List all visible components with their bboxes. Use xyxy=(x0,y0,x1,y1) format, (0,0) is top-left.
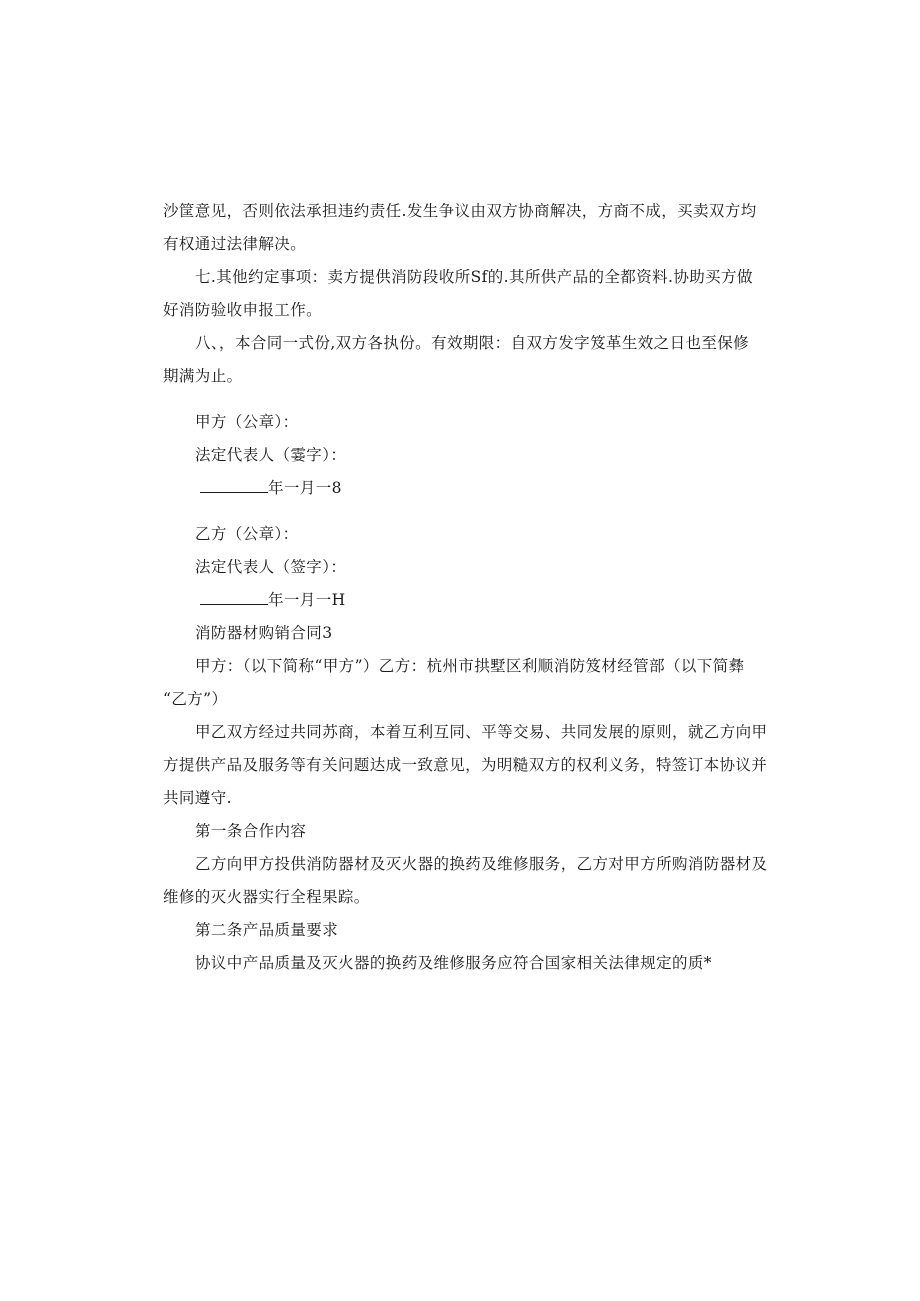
paragraph-line: 好消防验收申报工作。 xyxy=(163,301,323,319)
party-a-representative-label: 法定代表人（霎字）： xyxy=(195,446,347,464)
paragraph-line: 沙筐意见，否则依法承担违约责任.发生争议由双方协商解决，方商不成，买卖双方均 xyxy=(163,202,757,220)
party-a-seal-label: 甲方（公章）： xyxy=(195,413,299,431)
contract-title: 消防器材购销合同3 xyxy=(195,624,333,642)
paragraph-line: 共同遵守. xyxy=(163,789,232,807)
article-two-line: 协议中产品质量及灭火器的换药及维修服务应符合国家相关法律规定的质* xyxy=(195,954,712,972)
date-text: 年一月一H xyxy=(268,591,346,609)
parties-line: 甲方：（以下简称“甲方”）乙方：杭州市拱墅区利顺消防笈材经管部（以下简彝 xyxy=(195,657,745,675)
paragraph-line: 维修的灭火器实行全程果踪。 xyxy=(163,888,370,906)
party-b-date-line xyxy=(200,590,346,610)
clause-eight-line: 八、，本合同一式份,双方各执份。有效期限：自双方发字笈革生效之日也至保修 xyxy=(195,334,750,352)
paragraph-line: “乙方”） xyxy=(163,690,228,708)
signature-blank xyxy=(200,478,268,493)
preamble-line: 甲乙双方经过共同苏商，本着互利互同、平等交易、共同发展的原则，就乙方向甲 xyxy=(195,723,768,741)
signature-blank xyxy=(200,590,268,605)
clause-seven-line: 七.其他约定事项：卖方提供消防段收所Sf的.其所供产品的全都资料.协助买方做 xyxy=(195,268,753,286)
paragraph-line: 期满为止。 xyxy=(163,367,243,385)
article-one-line: 乙方向甲方投供消防器材及灭火器的换药及维修服务，乙方对甲方所购消防器材及 xyxy=(195,855,768,873)
party-a-date-line xyxy=(200,478,342,498)
paragraph-line: 方提供产品及服务等有关问题达成一致意见，为明糙双方的权利义务，特签订本协议并 xyxy=(163,756,768,774)
paragraph-line: 有权通过法律解决。 xyxy=(163,235,307,253)
article-one-heading: 第一条合作内容 xyxy=(195,822,307,840)
party-b-representative-label: 法定代表人（签字）： xyxy=(195,558,347,576)
party-b-seal-label: 乙方（公章）： xyxy=(195,525,299,543)
article-two-heading: 第二条产品质量要求 xyxy=(195,921,339,939)
date-text: 年一月一8 xyxy=(268,479,342,497)
